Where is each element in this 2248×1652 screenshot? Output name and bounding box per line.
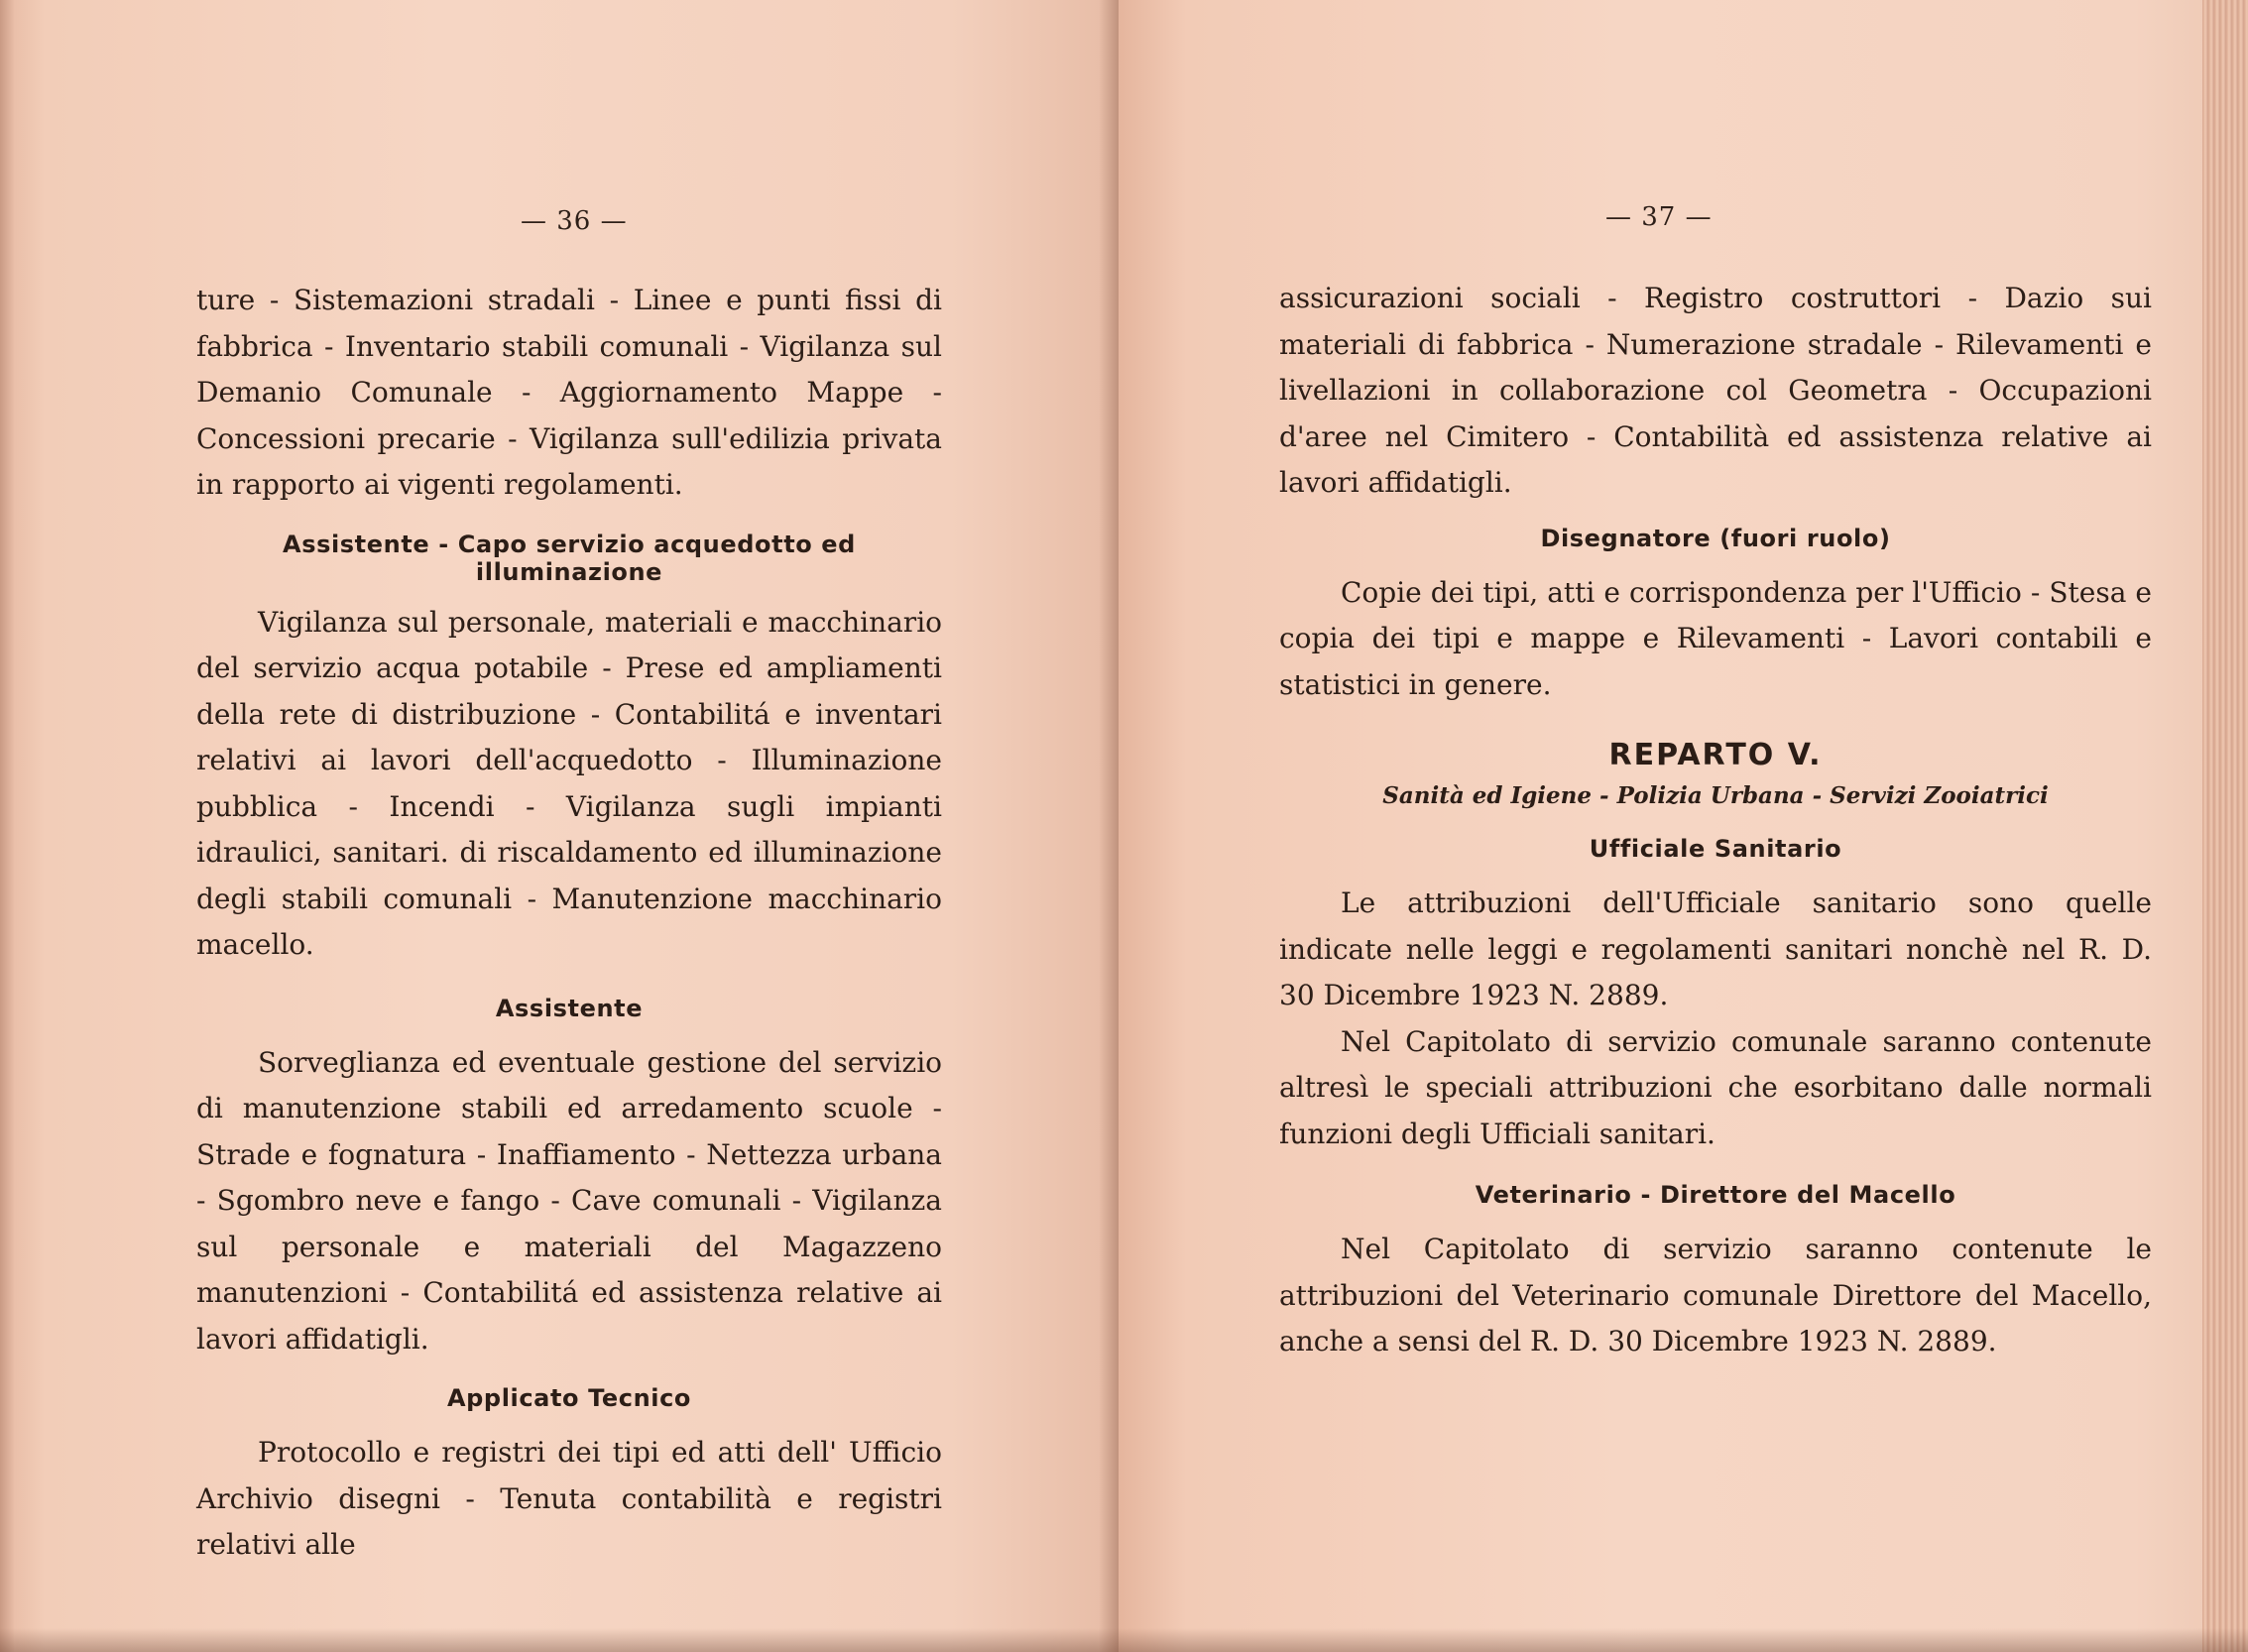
paragraph: Protocollo e registri dei tipi ed atti dell' Ufficio Archivio disegni - Tenuta contabilità e registri relativi alle: [196, 1436, 942, 1561]
section-heading: Assistente: [495, 994, 644, 1022]
reparto-title: REPARTO V.: [1608, 738, 1823, 772]
paragraph: Vigilanza sul personale, materiali e macchinario del servizio acqua potabile - Prese ed ampliamenti della rete di distribuzione - Contabilitá e inventari relativi ai lavori dell'acquedotto - Illuminazione pubblica - Incendi - Vigilanza sugli impianti idraulici, sanitari. di riscaldamento ed illuminazione degli stabili comunali - Manutenzione macchinario macello.: [196, 605, 942, 961]
right-page: [1119, 0, 2248, 1652]
section-heading: Disegnatore (fuori ruolo): [1540, 524, 1891, 552]
paragraph: Le attribuzioni dell'Ufficiale sanitario sono quelle indicate nelle leggi e regolamenti sanitari nonchè nel R. D. 30 Dicembre 1923 N. 2889.: [1279, 886, 2152, 1011]
paragraph: Nel Capitolato di servizio saranno contenute le attribuzioni del Veterinario comunale Direttore del Macello, anche a sensi del R. D. 30 Dicembre 1923 N. 2889.: [1279, 1233, 2152, 1357]
reparto-subtitle: Sanità ed Igiene - Polizia Urbana - Servizi Zooiatrici: [1382, 782, 2049, 809]
paragraph: Sorveglianza ed eventuale gestione del servizio di manutenzione stabili ed arredamento scuole - Strade e fognatura - Inaffiamento - Nettezza urbana - Sgombro neve e fango - Cave comunali - Vigilanza sul personale e materiali del Magazzeno manutenzioni - Contabilitá ed assistenza relative ai lavori affidatigli.: [196, 1045, 942, 1356]
left-text-column: [196, 278, 942, 1569]
paragraph: Nel Capitolato di servizio comunale saranno contenute altresì le speciali attribuzioni che esorbitano dalle normali funzioni degli Ufficiali sanitari.: [1279, 1024, 2152, 1150]
section-heading: Ufficiale Sanitario: [1589, 835, 1842, 863]
paragraph: assicurazioni sociali - Registro costruttori - Dazio sui materiali di fabbrica - Numerazione stradale - Rilevamenti e livellazioni in collaborazione col Geometra - Occupazioni d'aree nel Cimitero - Contabilità ed assistenza relative ai lavori affidatigli.: [1279, 282, 2152, 499]
page-stack-edge: [2202, 0, 2248, 1652]
right-text-column: [1279, 276, 2152, 1365]
page-edge: [0, 0, 14, 1652]
section-heading: Assistente - Capo servizio acquedotto ed illuminazione: [283, 530, 856, 586]
paragraph: Copie dei tipi, atti e corrispondenza per l'Ufficio - Stesa e copia dei tipi e mappe e Rilevamenti - Lavori contabili e statistici in genere.: [1279, 575, 2152, 701]
paragraph: ture - Sistemazioni stradali - Linee e punti fissi di fabbrica - Inventario stabili comunali - Vigilanza sul Demanio Comunale - Aggiornamento Mappe - Concessioni precarie - Vigilanza sull'edilizia privata in rapporto ai vigenti regolamenti.: [196, 284, 942, 501]
section-heading: Applicato Tecnico: [446, 1384, 692, 1412]
page-number-36: — 36 —: [521, 206, 628, 236]
left-page: [0, 0, 1119, 1652]
page-number-37: — 37 —: [1605, 202, 1713, 232]
section-heading: Veterinario - Direttore del Macello: [1475, 1181, 1956, 1209]
